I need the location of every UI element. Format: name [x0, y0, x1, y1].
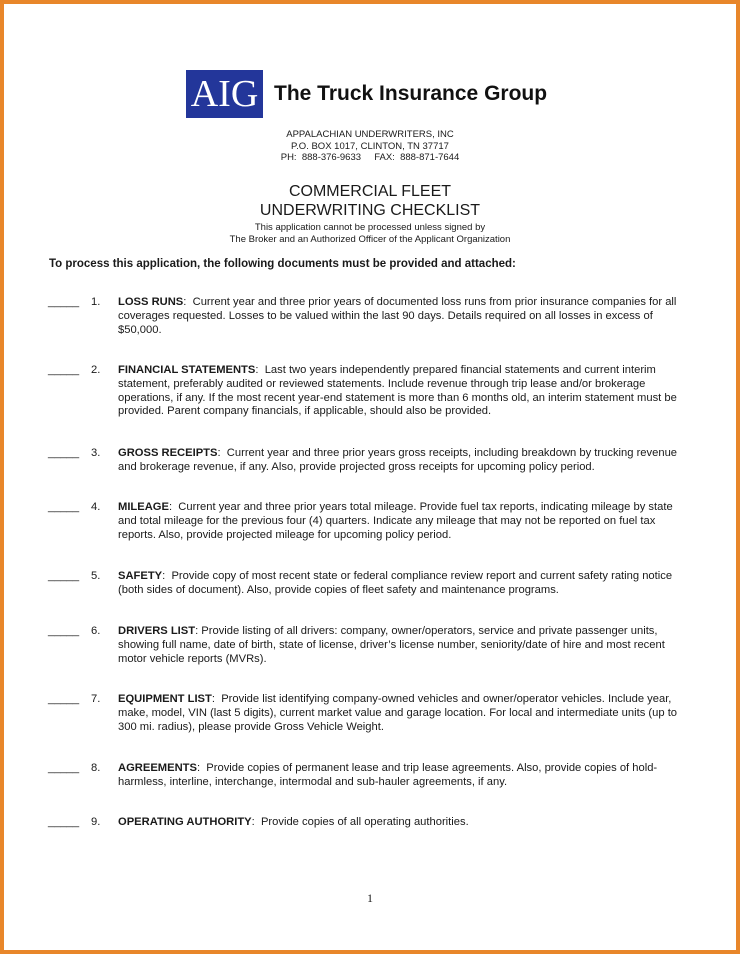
- item-heading: EQUIPMENT LIST: [118, 693, 212, 705]
- item-body: Current year and three prior years gross receipts, including breakdown by trucking revenue and brokerage revenue, if any. Also, provide projected gross receipts for upcoming policy period.: [118, 447, 678, 473]
- checklist-item: [48, 693, 688, 734]
- title-line: COMMERCIAL FLEET: [288, 183, 452, 200]
- address-line: P.O. BOX 1017, CLINTON, TN 37717: [291, 140, 449, 152]
- item-number: 1.: [91, 296, 101, 308]
- header-logo-row: [186, 70, 547, 118]
- subtitle-line: The Broker and an Authorized Officer of the Applicant Organization: [229, 233, 511, 245]
- signoff-blank[interactable]: _____: [48, 625, 80, 637]
- company-name: The Truck Insurance Group: [274, 82, 548, 105]
- item-number: 7.: [91, 693, 101, 705]
- checklist-item: [48, 816, 688, 830]
- signoff-blank[interactable]: _____: [48, 296, 80, 308]
- checklist-item: [48, 364, 688, 419]
- item-separator: :: [251, 816, 261, 828]
- signoff-blank[interactable]: _____: [48, 447, 80, 459]
- signoff-blank[interactable]: _____: [48, 693, 80, 705]
- checklist-item: [48, 625, 688, 666]
- item-heading: DRIVERS LIST: [118, 625, 196, 637]
- document-title: [0, 182, 740, 220]
- signoff-blank[interactable]: _____: [48, 816, 80, 828]
- signoff-blank[interactable]: _____: [48, 364, 80, 376]
- item-body: Provide copies of permanent lease and trip lease agreements. Also, provide copies of hold-harmless, interline, interchange, intermodal and sub-hauler agreements, if any.: [118, 762, 658, 788]
- item-separator: :: [196, 762, 207, 774]
- item-number: 8.: [91, 762, 101, 774]
- item-separator: :: [211, 693, 222, 705]
- checklist-item: [48, 501, 688, 542]
- item-body: Last two years independently prepared financial statements and current interim statement, preferably audited or reviewed statements. Include revenue through trip lease and/or brokerage operations, if any. If the most recent year-end statement is more than 6 months old, an interim statement must be provided. Parent company financials, if applicable, should also be provided.: [118, 364, 677, 418]
- item-heading: OPERATING AUTHORITY: [118, 816, 252, 828]
- checklist-item: [48, 296, 688, 337]
- item-separator: :: [255, 364, 265, 376]
- phone-fax-line: PH: 888-376-9633 FAX: 888-871-7644: [280, 152, 460, 163]
- intro-text: To process this application, the following documents must be provided and attached:: [49, 258, 516, 270]
- checklist-item: [48, 762, 688, 790]
- item-number: 2.: [91, 364, 101, 376]
- item-body: Provide copy of most recent state or federal compliance review report and current safety rating notice (both sides of document). Also, provide copies of fleet safety and maintenance programs.: [118, 570, 673, 596]
- item-heading: SAFETY: [118, 570, 163, 582]
- document-subtitle: [0, 222, 740, 245]
- aig-logo: AIG: [186, 70, 263, 118]
- item-number: 4.: [91, 501, 101, 513]
- item-number: 3.: [91, 447, 101, 459]
- page-number: 1: [367, 891, 373, 905]
- item-body: Provide copies of all operating authorities.: [260, 816, 469, 828]
- title-line: UNDERWRITING CHECKLIST: [259, 202, 481, 219]
- checklist-item: [48, 447, 688, 475]
- signoff-blank[interactable]: _____: [48, 501, 80, 513]
- checklist-item: [48, 570, 688, 598]
- item-heading: LOSS RUNS: [118, 296, 184, 308]
- item-separator: :: [168, 501, 179, 513]
- signoff-blank[interactable]: _____: [48, 570, 80, 582]
- item-body: Provide listing of all drivers: company, owner/operators, service and private passenger units, showing full name, date of birth, state of license, driver’s license number, seniority/date of hire and most recent motor vehicle reports (MVRs).: [118, 625, 665, 665]
- item-body: Current year and three prior years of documented loss runs from prior insurance companies for all coverages requested. Losses to be valued within the last 90 days. Details required on all losses in excess of $50,000.: [118, 296, 677, 336]
- item-number: 5.: [91, 570, 101, 582]
- item-heading: FINANCIAL STATEMENTS: [118, 364, 256, 376]
- subtitle-line: This application cannot be processed unless signed by: [254, 222, 486, 233]
- item-number: 9.: [91, 816, 101, 828]
- item-separator: :: [195, 625, 202, 637]
- item-separator: :: [183, 296, 193, 308]
- item-heading: AGREEMENTS: [118, 762, 197, 774]
- item-heading: MILEAGE: [118, 501, 169, 513]
- item-body: Current year and three prior years total mileage. Provide fuel tax reports, indicating mileage by state and total mileage for the previous four (4) quarters. Indicate any mileage that may not be reported on fuel tax reports. Also, provide projected mileage for upcoming policy period.: [118, 501, 673, 541]
- item-body: Provide list identifying company-owned vehicles and owner/operator vehicles. Include year, make, model, VIN (last 5 digits), current market value and garage location. For local and intermediate units (up to 300 mi. radius), please provide Gross Vehicle Weight.: [118, 693, 678, 733]
- item-heading: GROSS RECEIPTS: [118, 447, 218, 459]
- address-block: [0, 129, 740, 164]
- address-line: APPALACHIAN UNDERWRITERS, INC: [286, 129, 454, 140]
- item-separator: :: [217, 447, 227, 459]
- item-number: 6.: [91, 625, 101, 637]
- signoff-blank[interactable]: _____: [48, 762, 80, 774]
- item-separator: :: [162, 570, 172, 582]
